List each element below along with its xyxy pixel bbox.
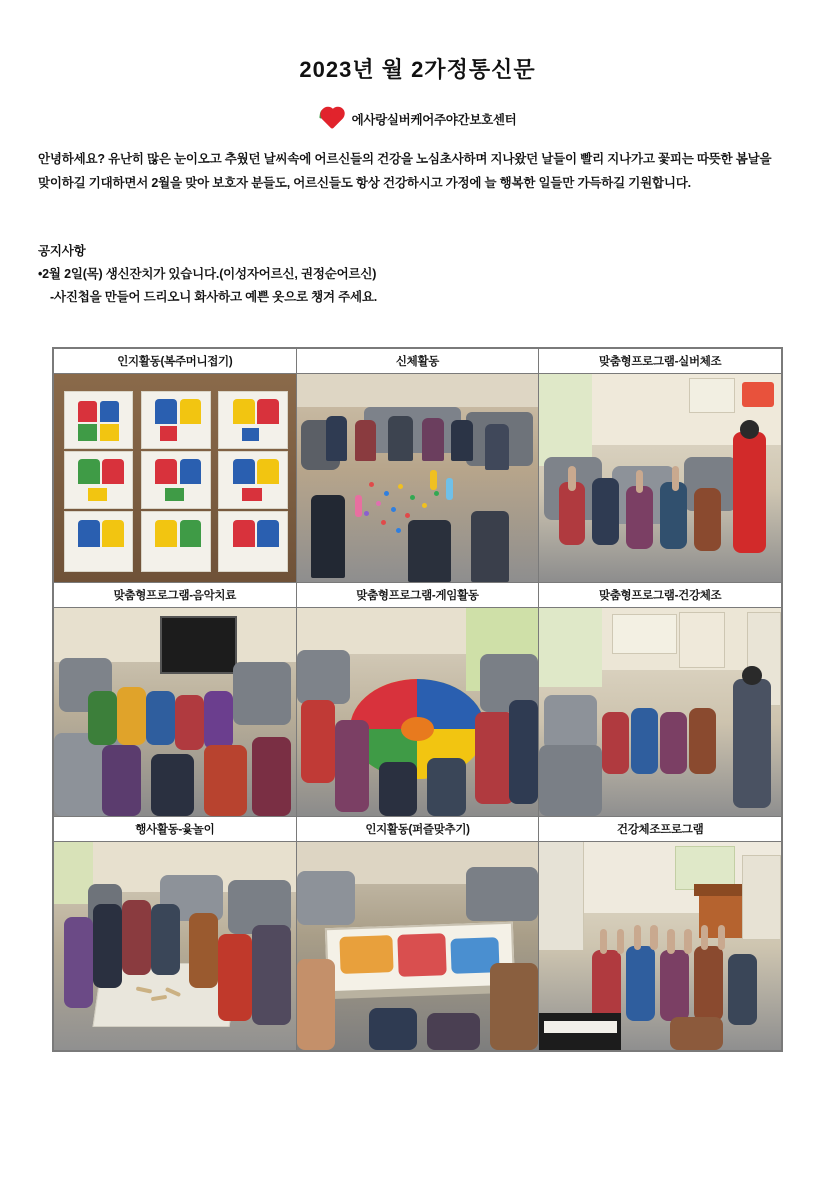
- page-title: 2023년 월 2가정통신문: [299, 57, 536, 82]
- photo-caption: 행사활동-윷놀이: [54, 817, 297, 842]
- notice-heading: 공지사항: [38, 243, 86, 258]
- photo-parachute-game: [297, 608, 539, 816]
- center-name: 에사랑실버케어주야간보호센터: [351, 113, 517, 128]
- center-logo-row: [0, 108, 835, 130]
- notice-line-2: -사진첩을 만들어 드리오니 화사하고 예쁜 옷으로 챙겨 주세요.: [50, 289, 378, 304]
- photo-health-exercise: [539, 608, 781, 816]
- photo-caption: 인지활동(퍼즐맞추기): [296, 817, 539, 842]
- photo-cell: [54, 374, 297, 583]
- greeting-paragraph: [38, 148, 797, 196]
- photo-cell: [296, 842, 539, 1051]
- photo-cell: [296, 374, 539, 583]
- photo-caption: 신체활동: [296, 349, 539, 374]
- photo-caption: 맞춤형프로그램-실버체조: [539, 349, 782, 374]
- photo-caption: 맞춤형프로그램-음악치료: [54, 583, 297, 608]
- photo-caption: 맞춤형프로그램-건강체조: [539, 583, 782, 608]
- photo-grid: [52, 347, 783, 1052]
- notice-line-1: •2월 2일(목) 생신잔치가 있습니다.(이성자어르신, 권정순어르신): [38, 266, 377, 281]
- photo-cell: [54, 842, 297, 1051]
- caption-row-2: [54, 583, 782, 608]
- photo-puzzle-activity: [297, 842, 539, 1050]
- heart-leaf-logo-icon: [319, 108, 345, 130]
- photo-caption: 인지활동(복주머니접기): [54, 349, 297, 374]
- photo-cell: [54, 608, 297, 817]
- caption-row-1: [54, 349, 782, 374]
- photo-row-3: [54, 842, 782, 1051]
- photo-music-therapy: [54, 608, 296, 816]
- greeting-line-1: 안녕하세요? 유난히 많은 눈이오고 추웠던 날씨속에 어르신들의 건강을 노심초사하며 지나왔던 날들이 빨리 지나가고 꽃피는 따뜻한 봄날을: [38, 152, 772, 167]
- greeting-line-2: 맞이하길 기대하면서 2월을 맞아 보호자 분들도, 어르신들도 항상 건강하시고 가정에 늘 행복한 일들만 가득하길 기원합니다.: [38, 175, 691, 190]
- photo-cell: [539, 842, 782, 1051]
- photo-cell: [296, 608, 539, 817]
- photo-silver-exercise: [539, 374, 781, 582]
- notice-section: [38, 240, 797, 309]
- photo-row-1: [54, 374, 782, 583]
- photo-health-gym-program: [539, 842, 781, 1050]
- photo-cell: [539, 608, 782, 817]
- photo-cell: [539, 374, 782, 583]
- photo-yutnori-event: [54, 842, 296, 1050]
- photo-physical-activity: [297, 374, 539, 582]
- caption-row-3: [54, 817, 782, 842]
- photo-caption: 건강체조프로그램: [539, 817, 782, 842]
- photo-caption: 맞춤형프로그램-게임활동: [296, 583, 539, 608]
- photo-row-2: [54, 608, 782, 817]
- photo-cognitive-pouch-folding: [54, 374, 296, 582]
